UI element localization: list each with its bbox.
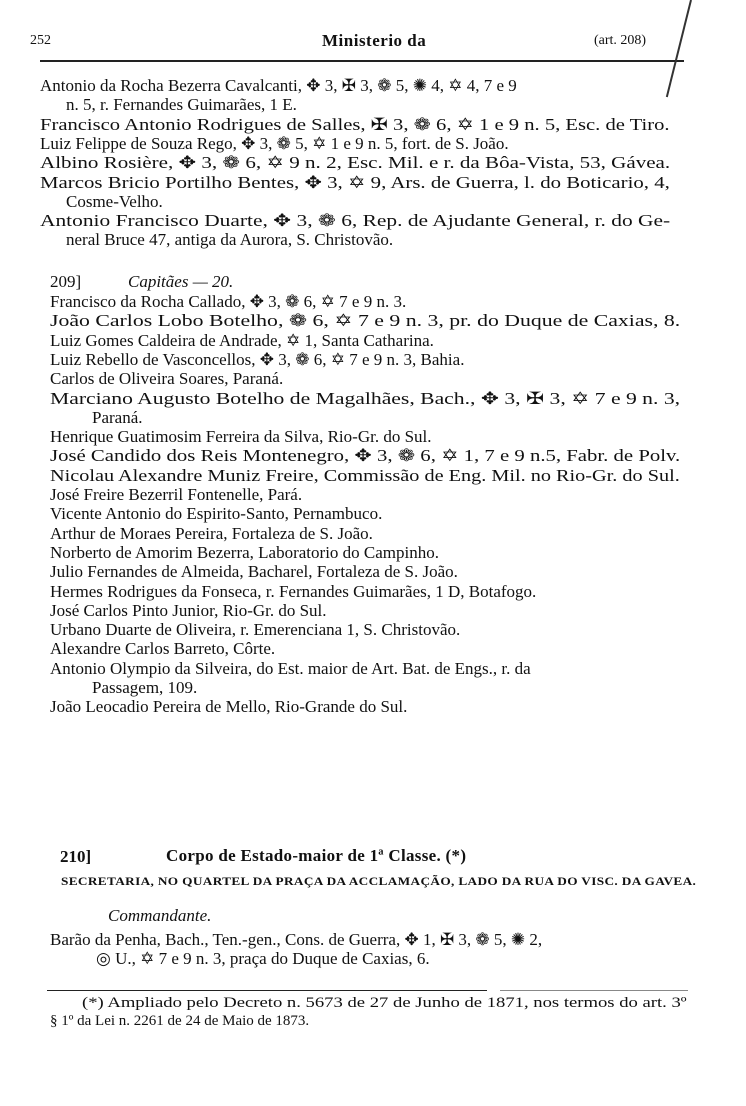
- entry-line: Antonio Olympio da Silveira, do Est. maior de Art. Bat. de Engs., r. da: [50, 658, 531, 678]
- section-209-heading: Capitães — 20.: [128, 272, 234, 291]
- entry-line: Luiz Gomes Caldeira de Andrade, ✡ 1, Santa Catharina.: [50, 330, 434, 350]
- entry-line: José Carlos Pinto Junior, Rio-Gr. do Sul.: [50, 600, 327, 620]
- entry-line: José Freire Bezerril Fontenelle, Pará.: [50, 485, 303, 504]
- entry-line: Julio Fernandes de Almeida, Bacharel, Fortaleza de S. João.: [50, 562, 458, 582]
- entry-line: Barão da Penha, Bach., Ten.-gen., Cons. de Guerra, ✥ 1, ✠ 3, ❁ 5, ✺ 2,: [50, 930, 543, 949]
- entry-line: Marcos Bricio Portilho Bentes, ✥ 3, ✡ 9, Ars. de Guerra, l. do Boticario, 4,: [40, 172, 670, 192]
- footnote-line-1: (*) Ampliado pelo Decreto n. 5673 de 27 de Junho de 1871, nos termos do art. 3º: [82, 995, 687, 1011]
- footnote-rule: [47, 990, 487, 991]
- entry-line: Carlos de Oliveira Soares, Paraná.: [50, 369, 284, 389]
- entry-line: Francisco da Rocha Callado, ✥ 3, ❁ 6, ✡ 7 e 9 n. 3.: [50, 292, 407, 311]
- running-title: Ministerio da: [322, 31, 427, 50]
- entry-line: Antonio da Rocha Bezerra Cavalcanti, ✥ 3, ✠ 3, ❁ 5, ✺ 4, ✡ 4, 7 e 9: [40, 76, 517, 95]
- entry-line: Vicente Antonio do Espirito-Santo, Pernambuco.: [50, 504, 383, 524]
- entry-line: Antonio Francisco Duarte, ✥ 3, ❁ 6, Rep. de Ajudante General, r. do Ge-: [40, 211, 671, 231]
- entry-line: Albino Rosière, ✥ 3, ❁ 6, ✡ 9 n. 2, Esc. Mil. e r. da Bôa-Vista, 53, Gávea.: [40, 153, 671, 173]
- entry-line: Luiz Rebello de Vasconcellos, ✥ 3, ❁ 6, ✡ 7 e 9 n. 3, Bahia.: [50, 349, 465, 369]
- margin-mark: [666, 0, 692, 97]
- section-210-subheading: SECRETARIA, NO QUARTEL DA PRAÇA DA ACCLAMAÇÃO, LADO DA RUA DO VISC. DA GAVEA.: [61, 876, 697, 888]
- role-title: Commandante.: [108, 906, 212, 925]
- entry-line: José Candido dos Reis Montenegro, ✥ 3, ❁ 6, ✡ 1, 7 e 9 n.5, Fabr. de Polv.: [50, 446, 681, 466]
- entry-line: Francisco Antonio Rodrigues de Salles, ✠ 3, ❁ 6, ✡ 1 e 9 n. 5, Esc. de Tiro.: [40, 114, 670, 134]
- footnote-rule-faint: [500, 990, 688, 991]
- entry-continuation-line: Passagem, 109.: [92, 678, 198, 697]
- entry-line: João Carlos Lobo Botelho, ❁ 6, ✡ 7 e 9 n. 3, pr. do Duque de Caxias, 8.: [50, 311, 681, 331]
- entry-continuation-line: n. 5, r. Fernandes Guimarães, 1 E.: [66, 95, 297, 115]
- entry-line: Nicolau Alexandre Muniz Freire, Commissão de Eng. Mil. no Rio-Gr. do Sul.: [50, 465, 680, 485]
- entry-continuation-line: neral Bruce 47, antiga da Aurora, S. Christovão.: [66, 230, 394, 250]
- entry-continuation-line: Paraná.: [92, 407, 143, 427]
- header-rule: [40, 60, 684, 62]
- entry-line: Urbano Duarte de Oliveira, r. Emerenciana 1, S. Christovão.: [50, 620, 461, 640]
- entry-line: Arthur de Moraes Pereira, Fortaleza de S. João.: [50, 523, 373, 543]
- entry-line: Hermes Rodrigues da Fonseca, r. Fernandes Guimarães, 1 D, Botafogo.: [50, 581, 537, 601]
- page-number: 252: [30, 33, 51, 48]
- entry-line: Alexandre Carlos Barreto, Côrte.: [50, 639, 276, 659]
- entry-line: Luiz Felippe de Souza Rego, ✥ 3, ❁ 5, ✡ 1 e 9 n. 5, fort. de S. João.: [40, 133, 509, 153]
- entry-continuation-line: Cosme-Velho.: [66, 191, 163, 211]
- entry-line: Marciano Augusto Botelho de Magalhães, Bach., ✥ 3, ✠ 3, ✡ 7 e 9 n. 3,: [50, 388, 681, 408]
- section-210-heading: Corpo de Estado-maior de 1ª Classe. (*): [166, 846, 467, 865]
- section-209-number: 209]: [50, 272, 82, 291]
- entry-line: Norberto de Amorim Bezerra, Laboratorio do Campinho.: [50, 542, 439, 562]
- article-reference: (art. 208): [594, 33, 647, 48]
- entry-continuation-line: ◎ U., ✡ 7 e 9 n. 3, praça do Duque de Caxias, 6.: [96, 949, 430, 969]
- footnote-line-2: § 1º da Lei n. 2261 de 24 de Maio de 1873.: [50, 1013, 310, 1029]
- entry-line: Henrique Guatimosim Ferreira da Silva, Rio-Gr. do Sul.: [50, 427, 432, 447]
- section-210-number: 210]: [60, 847, 92, 866]
- entry-line: João Leocadio Pereira de Mello, Rio-Grande do Sul.: [50, 697, 408, 717]
